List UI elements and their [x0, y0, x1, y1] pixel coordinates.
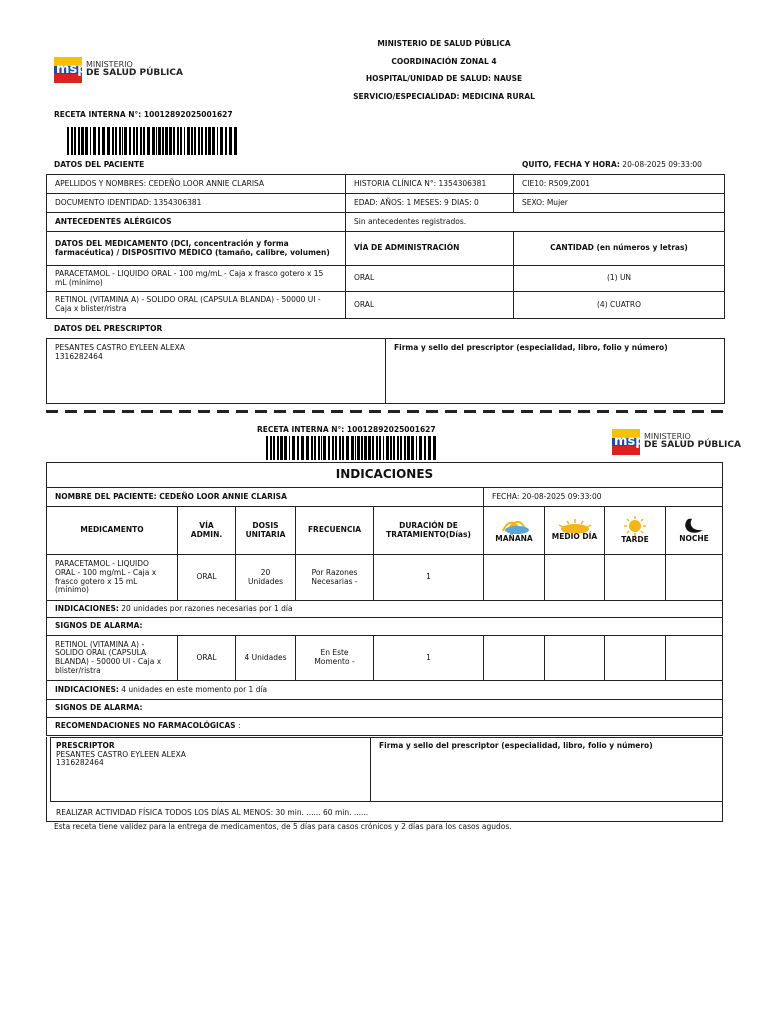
ind-med-duration: 1: [374, 636, 484, 681]
cie10: CIE10: R509,Z001: [514, 175, 725, 194]
cell-medio-dia: [545, 636, 605, 681]
med-col-header: DATOS DEL MEDICAMENTO (DCI, concentración y forma farmacéutica) / DISPOSITIVO MÉDICO (tamaño, calibre, volumen): [47, 232, 346, 266]
history-number: HISTORIA CLÍNICA N°: 1354306381: [346, 175, 514, 194]
ind-med-route: ORAL: [178, 555, 236, 601]
cell-tarde: [605, 636, 666, 681]
prescriber-section-title: DATOS DEL PRESCRIPTOR: [54, 324, 163, 333]
sex: SEXO: Mujer: [514, 194, 725, 213]
msp-logo-bottom: [612, 429, 741, 455]
col-manana: MAÑANA: [484, 507, 545, 555]
patient-table: [46, 174, 725, 319]
bottom-prescriber-table: [50, 737, 723, 802]
msp-logo-mark: msp: [612, 429, 640, 455]
col-tarde: TARDE: [605, 507, 666, 555]
age: EDAD: AÑOS: 1 MESES: 9 DIAS: 0: [346, 194, 514, 213]
moon-icon: [679, 517, 709, 535]
patient-section-title: DATOS DEL PACIENTE: [54, 160, 145, 169]
med-name: RETINOL (VITAMINA A) - SOLIDO ORAL (CAPSULA BLANDA) - 50000 UI - Caja x blister/ristra: [47, 292, 346, 319]
qty-col-header: CANTIDAD (en números y letras): [514, 232, 725, 266]
ind-med-dose: 20 Unidades: [236, 555, 296, 601]
col-medicamento: MEDICAMENTO: [47, 507, 178, 555]
prescriber-id: 1316282464: [55, 351, 103, 361]
logo-line2: DE SALUD PÚBLICA: [86, 68, 183, 79]
col-dosis: DOSIS UNITARIA: [236, 507, 296, 555]
med-route: ORAL: [346, 292, 514, 319]
sun-icon: [555, 519, 595, 533]
med-route: ORAL: [346, 266, 514, 292]
logo-line2: DE SALUD PÚBLICA: [644, 440, 741, 451]
alarm-signs: SIGNOS DE ALARMA:: [47, 618, 723, 636]
col-medio-dia: MEDIO DÍA: [545, 507, 605, 555]
header-ministry: MINISTERIO DE SALUD PÚBLICA: [377, 39, 511, 48]
ind-med-name: PARACETAMOL - LIQUIDO ORAL - 100 mg/mL - Caja x frasco gotero x 15 mL (mínimo): [47, 555, 178, 601]
ind-med-dose: 4 Unidades: [236, 636, 296, 681]
bottom-prescriber-name: PESANTES CASTRO EYLEEN ALEXA: [56, 749, 186, 759]
header-zone: COORDINACIÓN ZONAL 4: [391, 57, 497, 66]
recommendations: RECOMENDACIONES NO FARMACOLÓGICAS :: [47, 718, 723, 736]
receta-number-top: RECETA INTERNA N°: 10012892025001627: [54, 110, 233, 119]
date-time: QUITO, FECHA Y HORA: 20-08-2025 09:33:00: [522, 160, 702, 169]
physical-activity: REALIZAR ACTIVIDAD FÍSICA TODOS LOS DÍAS AL MENOS: 30 min. ...... 60 min. ......: [56, 808, 369, 817]
msp-logo: [54, 57, 183, 83]
table-row: [47, 555, 723, 601]
table-row: [47, 636, 723, 681]
bottom-prescriber-label: PRESCRIPTOR: [56, 741, 115, 750]
allergies-value: Sin antecedentes registrados.: [346, 213, 725, 232]
ind-date: FECHA: 20-08-2025 09:33:00: [484, 488, 723, 507]
cell-noche: [666, 636, 723, 681]
col-frecuencia: FRECUENCIA: [296, 507, 374, 555]
med-name: PARACETAMOL - LIQUIDO ORAL - 100 mg/mL - Caja x frasco gotero x 15 mL (mínimo): [47, 266, 346, 292]
indicaciones-table: [46, 462, 723, 736]
ind-med-freq: En Este Momento -: [296, 636, 374, 681]
med-qty: (1) UN: [514, 266, 725, 292]
ind-med-name: RETINOL (VITAMINA A) - SOLIDO ORAL (CAPSULA BLANDA) - 50000 UI - Caja x blister/ristra: [47, 636, 178, 681]
med-qty: (4) CUATRO: [514, 292, 725, 319]
prescriber-table: [46, 338, 725, 404]
cell-medio-dia: [545, 555, 605, 601]
bottom-signature-label: Firma y sello del prescriptor (especialidad, libro, folio y número): [371, 738, 723, 802]
ind-med-route: ORAL: [178, 636, 236, 681]
ind-instructions: INDICACIONES: 20 unidades por razones necesarias por 1 día: [47, 601, 723, 618]
barcode-top: [67, 127, 242, 155]
route-col-header: VÍA DE ADMINISTRACIÓN: [346, 232, 514, 266]
table-row: [47, 292, 725, 319]
ind-patient-name: NOMBRE DEL PACIENTE: CEDEÑO LOOR ANNIE CLARISA: [47, 488, 484, 507]
cell-tarde: [605, 555, 666, 601]
logo-line1: MINISTERIO: [644, 432, 691, 442]
allergies-label: ANTECEDENTES ALÉRGICOS: [47, 213, 346, 232]
alarm-signs: SIGNOS DE ALARMA:: [47, 700, 723, 718]
col-via: VÍA ADMIN.: [178, 507, 236, 555]
header-hospital: HOSPITAL/UNIDAD DE SALUD: NAUSE: [365, 74, 523, 83]
prescriber-name: PESANTES CASTRO EYLEEN ALEXA: [55, 343, 185, 352]
bottom-prescriber-id: 1316282464: [56, 758, 104, 768]
validity-note: Esta receta tiene validez para la entrega de medicamentos, de 5 días para casos crónicos y 2 días para los casos agudos.: [54, 822, 512, 831]
col-noche: NOCHE: [666, 507, 723, 555]
header-service: SERVICIO/ESPECIALIDAD: MEDICINA RURAL: [353, 92, 535, 101]
msp-logo-mark: msp: [54, 57, 82, 83]
cell-manana: [484, 636, 545, 681]
col-duracion: DURACIÓN DE TRATAMIENTO(Días): [374, 507, 484, 555]
sunrise-icon: [497, 517, 531, 535]
table-row: [47, 266, 725, 292]
ind-med-freq: Por Razones Necesarias -: [296, 555, 374, 601]
patient-names: APELLIDOS Y NOMBRES: CEDEÑO LOOR ANNIE CLARISA: [47, 175, 346, 194]
barcode-bottom: [266, 436, 441, 460]
signature-label: Firma y sello del prescriptor (especialidad, libro, folio y número): [386, 339, 725, 404]
receta-number-bottom: RECETA INTERNA N°: 10012892025001627: [257, 425, 436, 434]
cell-manana: [484, 555, 545, 601]
indicaciones-title: INDICACIONES: [47, 463, 723, 488]
document-id: DOCUMENTO IDENTIDAD: 1354306381: [47, 194, 346, 213]
ind-med-duration: 1: [374, 555, 484, 601]
logo-line1: MINISTERIO: [86, 60, 133, 70]
cut-line: [46, 410, 724, 413]
cell-noche: [666, 555, 723, 601]
sun-afternoon-icon: [620, 516, 650, 536]
ind-instructions: INDICACIONES: 4 unidades en este momento por 1 día: [47, 681, 723, 700]
